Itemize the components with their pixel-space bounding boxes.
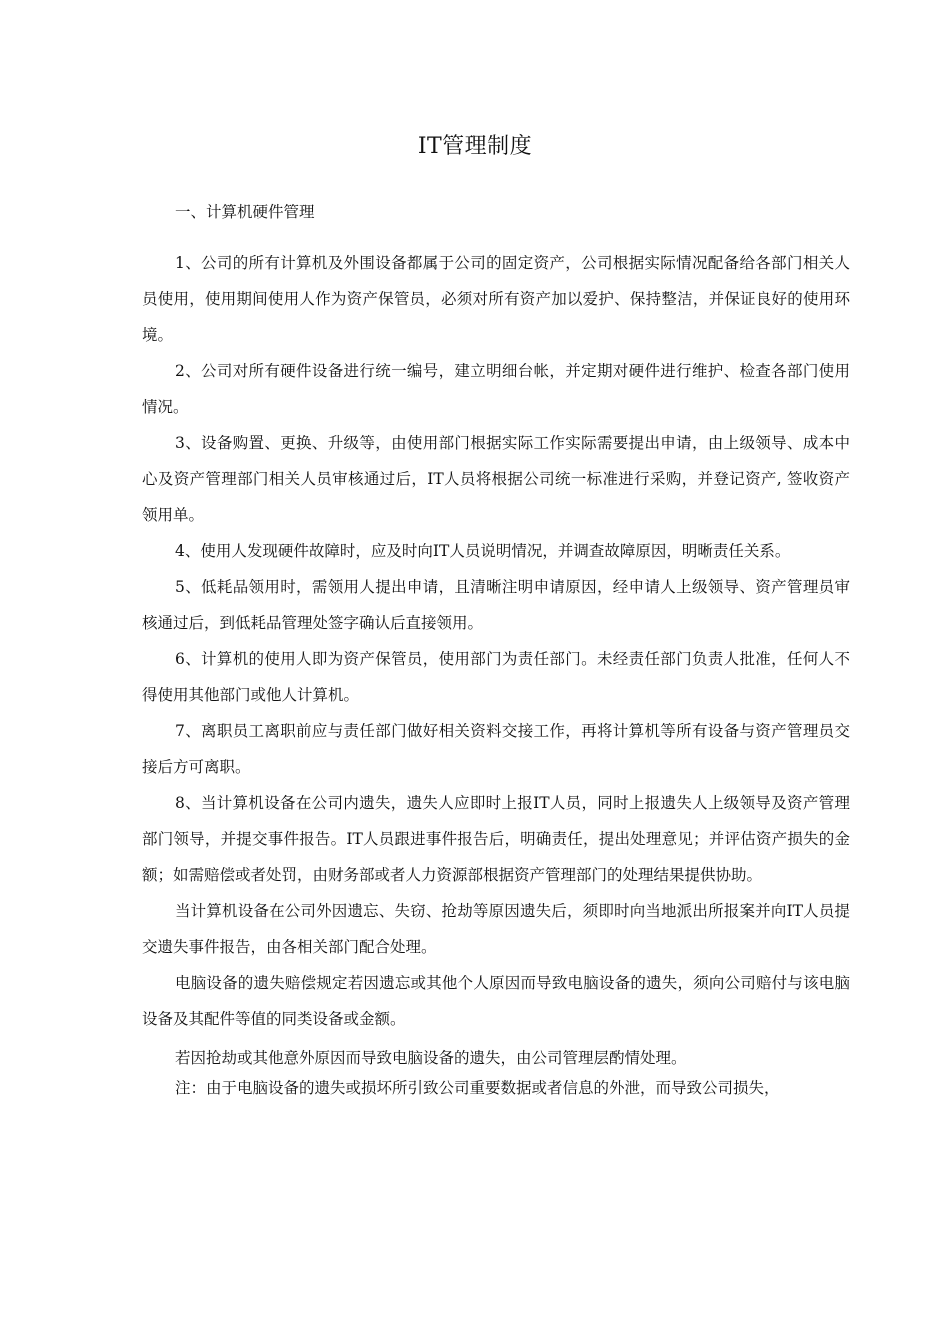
paragraph-8: 8、当计算机设备在公司内遗失，遗失人应即时上报IT人员，同时上报遗失人上级领导及资产管理部门领导，并提交事件报告。IT人员跟进事件报告后，明确责任，提出处理意见；并评估资产损失的金额；如需赔偿或者处罚，由财务部或者人力资源部根据资产管理部门的处理结果提供协助。 [142, 794, 850, 884]
paragraph-3: 3、设备购置、更换、升级等，由使用部门根据实际工作实际需要提出申请，由上级领导、成本中心及资产管理部门相关人员审核通过后，IT人员将根据公司统一标准进行采购，并登记资产, 签收资产领用单。 [142, 434, 850, 524]
paragraph-11: 若因抢劫或其他意外原因而导致电脑设备的遗失，由公司管理层酌情处理。 [175, 1049, 687, 1067]
section-heading: 一、计算机硬件管理 [175, 203, 315, 221]
document-body [142, 245, 850, 1103]
paragraph-6: 6、计算机的使用人即为资产保管员，使用部门为责任部门。未经责任部门负责人批准，任何人不得使用其他部门或他人计算机。 [142, 650, 850, 704]
paragraph-7: 7、离职员工离职前应与责任部门做好相关资料交接工作，再将计算机等所有设备与资产管理员交接后方可离职。 [142, 722, 850, 776]
paragraph-9: 当计算机设备在公司外因遗忘、失窃、抢劫等原因遗失后，须即时向当地派出所报案并向IT人员提交遗失事件报告，由各相关部门配合处理。 [142, 902, 850, 956]
document-title: IT管理制度 [417, 134, 533, 159]
paragraph-10: 电脑设备的遗失赔偿规定若因遗忘或其他个人原因而导致电脑设备的遗失，须向公司赔付与该电脑设备及其配件等值的同类设备或金额。 [142, 974, 850, 1028]
paragraph-12: 注：由于电脑设备的遗失或损坏所引致公司重要数据或者信息的外泄，而导致公司损失， [175, 1079, 780, 1097]
paragraph-1: 1、公司的所有计算机及外围设备都属于公司的固定资产，公司根据实际情况配备给各部门相关人员使用，使用期间使用人作为资产保管员，必须对所有资产加以爱护、保持整洁，并保证良好的使用环境。 [142, 254, 850, 344]
paragraph-4: 4、使用人发现硬件故障时，应及时向IT人员说明情况，并调查故障原因，明晰责任关系。 [175, 542, 791, 560]
paragraph-5: 5、低耗品领用时，需领用人提出申请，且清晰注明申请原因，经申请人上级领导、资产管理员审核通过后，到低耗品管理处签字确认后直接领用。 [142, 578, 850, 632]
paragraph-2: 2、公司对所有硬件设备进行统一编号，建立明细台帐，并定期对硬件进行维护、检查各部门使用情况。 [142, 362, 850, 416]
